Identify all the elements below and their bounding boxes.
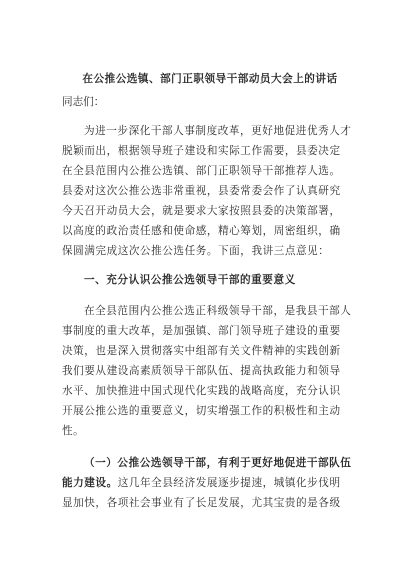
paragraph-line: 保圆满完成这次公推公选任务。下面，我讲三点意见： — [62, 245, 330, 257]
paragraph-line: 为进一步深化干部人事制度改革，更好地促进优秀人才 — [84, 125, 352, 137]
paragraph-line: 我们要从建设高素质领导干部队伍、提高执政能力和领导 — [62, 365, 341, 377]
section-heading: 一、充分认识公推公选领导干部的重要意义 — [84, 274, 296, 286]
paragraph-text: 这几年全县经济发展逐步提速，城镇化步伐明 — [117, 477, 341, 489]
paragraph-line: 开展公推公选的重要意义，切实增强工作的积极性和主动 — [62, 405, 341, 417]
paragraph-line: 县委对这次公推公选非常重视，县委常委会作了认真研究 — [62, 185, 341, 197]
paragraph-line: 在全县范围内公推公选镇、部门正职领导干部推荐人选。 — [62, 165, 341, 177]
paragraph-line: 脱颖而出，根据领导班子建设和实际工作需要，县委决定 — [62, 145, 341, 157]
paragraph-line: 以高度的政治责任感和使命感，精心筹划，周密组织，确 — [62, 225, 341, 237]
salutation: 同志们： — [62, 96, 105, 108]
paragraph-line: 决策，也是深入贯彻落实中组部有关文件精神的实践创新 — [62, 345, 341, 357]
paragraph-line: 水平、加快推进中国式现代化实践的战略高度，充分认识 — [62, 385, 341, 397]
paragraph-line — [62, 476, 341, 490]
paragraph-line: 显加快，各项社会事业有了长足发展，尤其宝贵的是各级 — [62, 497, 341, 509]
paragraph-line: 在全县范围内公推公选正科级领导干部，是我县干部人 — [84, 305, 352, 317]
paragraph-line: 事制度的重大改革，是加强镇、部门领导班子建设的重要 — [62, 325, 341, 337]
paragraph-line: 性。 — [62, 425, 85, 437]
document-title: 在公推公选镇、部门正职领导干部动员大会上的讲话 — [82, 73, 338, 85]
paragraph-line: 今天召开动员大会，就是要求大家按照县委的决策部署， — [62, 205, 341, 217]
subsection-heading-continued: 能力建设。 — [62, 477, 118, 489]
subsection-heading: （一）公推公选领导干部，有利于更好地促进干部队伍 — [84, 457, 352, 469]
